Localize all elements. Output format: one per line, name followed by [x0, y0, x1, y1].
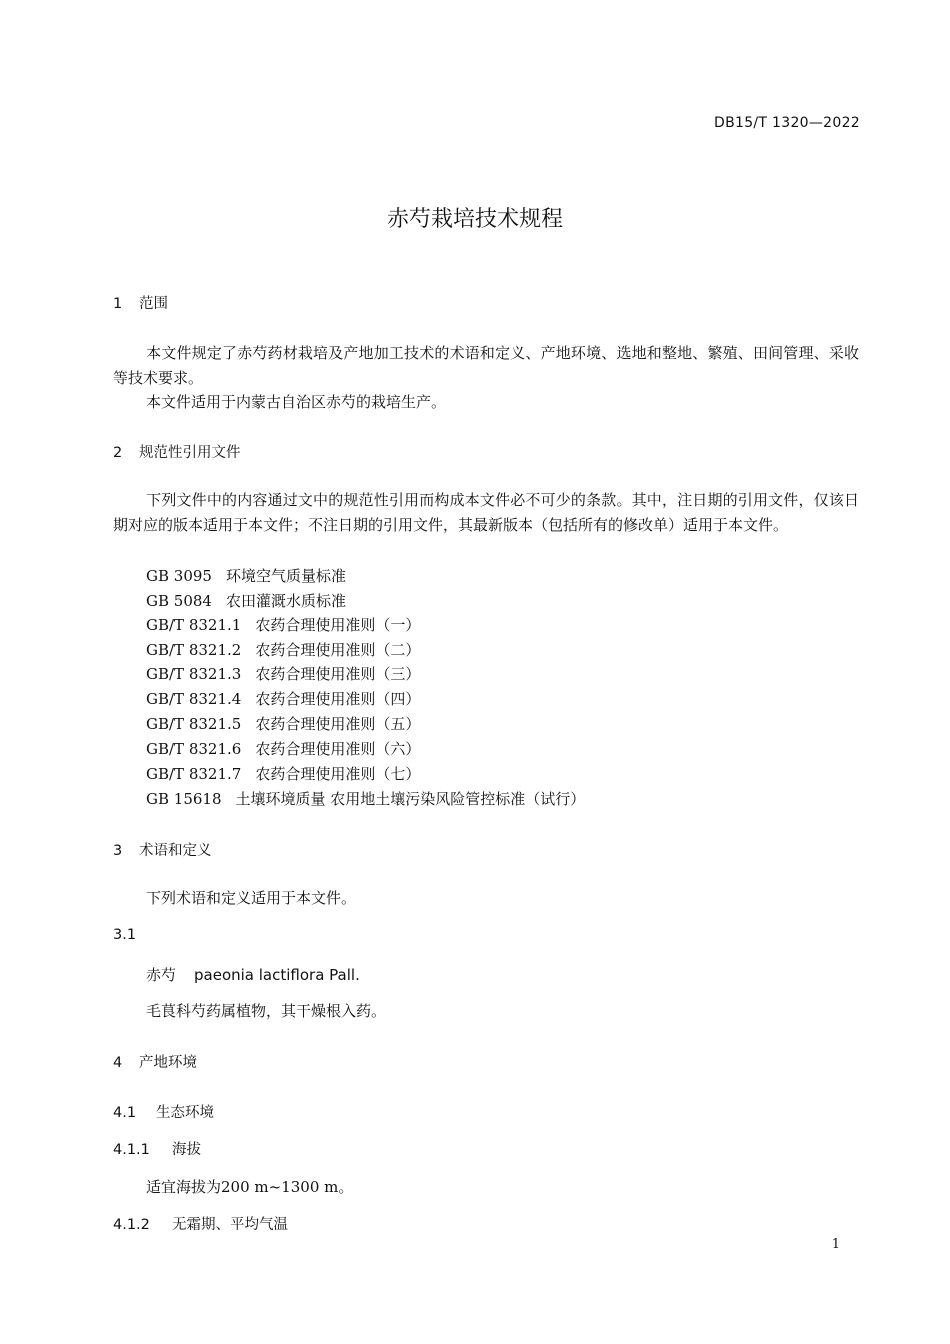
subsection-4-1-1-heading: 4.1.1 海拔 [113, 1142, 201, 1158]
term-entry [146, 964, 360, 985]
reference-item: GB/T 8321.7 农药合理使用准则（七） [146, 765, 421, 783]
section-number: 3 [113, 843, 123, 859]
section-title: 产地环境 [139, 1055, 197, 1071]
section-3-heading [113, 839, 212, 860]
reference-item: GB/T 8321.3 农药合理使用准则（三） [146, 665, 421, 683]
reference-item: GB/T 8321.4 农药合理使用准则（四） [146, 690, 421, 708]
section-title: 规范性引用文件 [139, 445, 241, 461]
section-title: 范围 [139, 296, 168, 312]
reference-item: GB 15618 土壤环境质量 农用地土壤污染风险管控标准（试行） [146, 790, 586, 808]
section-number: 1 [113, 296, 123, 312]
section-1-heading [113, 292, 168, 313]
reference-item: GB 3095 环境空气质量标准 [146, 567, 346, 585]
section-1-paragraph-2: 本文件适用于内蒙古自治区赤芍的栽培生产。 [146, 393, 447, 411]
document-title: 赤芍栽培技术规程 [386, 207, 563, 232]
section-3-paragraph: 下列术语和定义适用于本文件。 [146, 889, 357, 907]
page-number: 1 [831, 1237, 840, 1252]
subsection-4-1-heading: 4.1 生态环境 [113, 1105, 214, 1121]
term-definition: 毛茛科芍药属植物，其干燥根入药。 [146, 1002, 387, 1020]
section-title: 术语和定义 [139, 843, 212, 859]
standard-code: DB15/T 1320—2022 [714, 115, 860, 131]
term-chinese: 赤芍 [146, 966, 177, 984]
section-4-heading [113, 1051, 197, 1072]
section-1-paragraph-1: 本文件规定了赤芍药材栽培及产地加工技术的术语和定义、产地环境、选地和整地、繁殖、田间管理、采收等技术要求。 [113, 344, 859, 387]
reference-item: GB/T 8321.6 农药合理使用准则（六） [146, 740, 421, 758]
section-number: 2 [113, 445, 123, 461]
subsection-4-1-1-paragraph: 适宜海拔为200 m~1300 m。 [146, 1178, 354, 1196]
subsection-4-1-2-heading: 4.1.2 无霜期、平均气温 [113, 1217, 288, 1233]
section-number: 4 [113, 1055, 123, 1071]
reference-item: GB 5084 农田灌溉水质标准 [146, 592, 346, 610]
section-2-heading [113, 441, 241, 462]
reference-item: GB/T 8321.2 农药合理使用准则（二） [146, 641, 421, 659]
section-2-paragraph: 下列文件中的内容通过文中的规范性引用而构成本文件必不可少的条款。其中，注日期的引用文件，仅该日期对应的版本适用于本文件；不注日期的引用文件，其最新版本（包括所有的修改单）适用于本文件。 [113, 491, 859, 534]
term-latin: paeonia lactiflora Pall. [194, 966, 360, 984]
term-number: 3.1 [113, 927, 137, 943]
reference-item: GB/T 8321.5 农药合理使用准则（五） [146, 715, 421, 733]
reference-item: GB/T 8321.1 农药合理使用准则（一） [146, 616, 421, 634]
